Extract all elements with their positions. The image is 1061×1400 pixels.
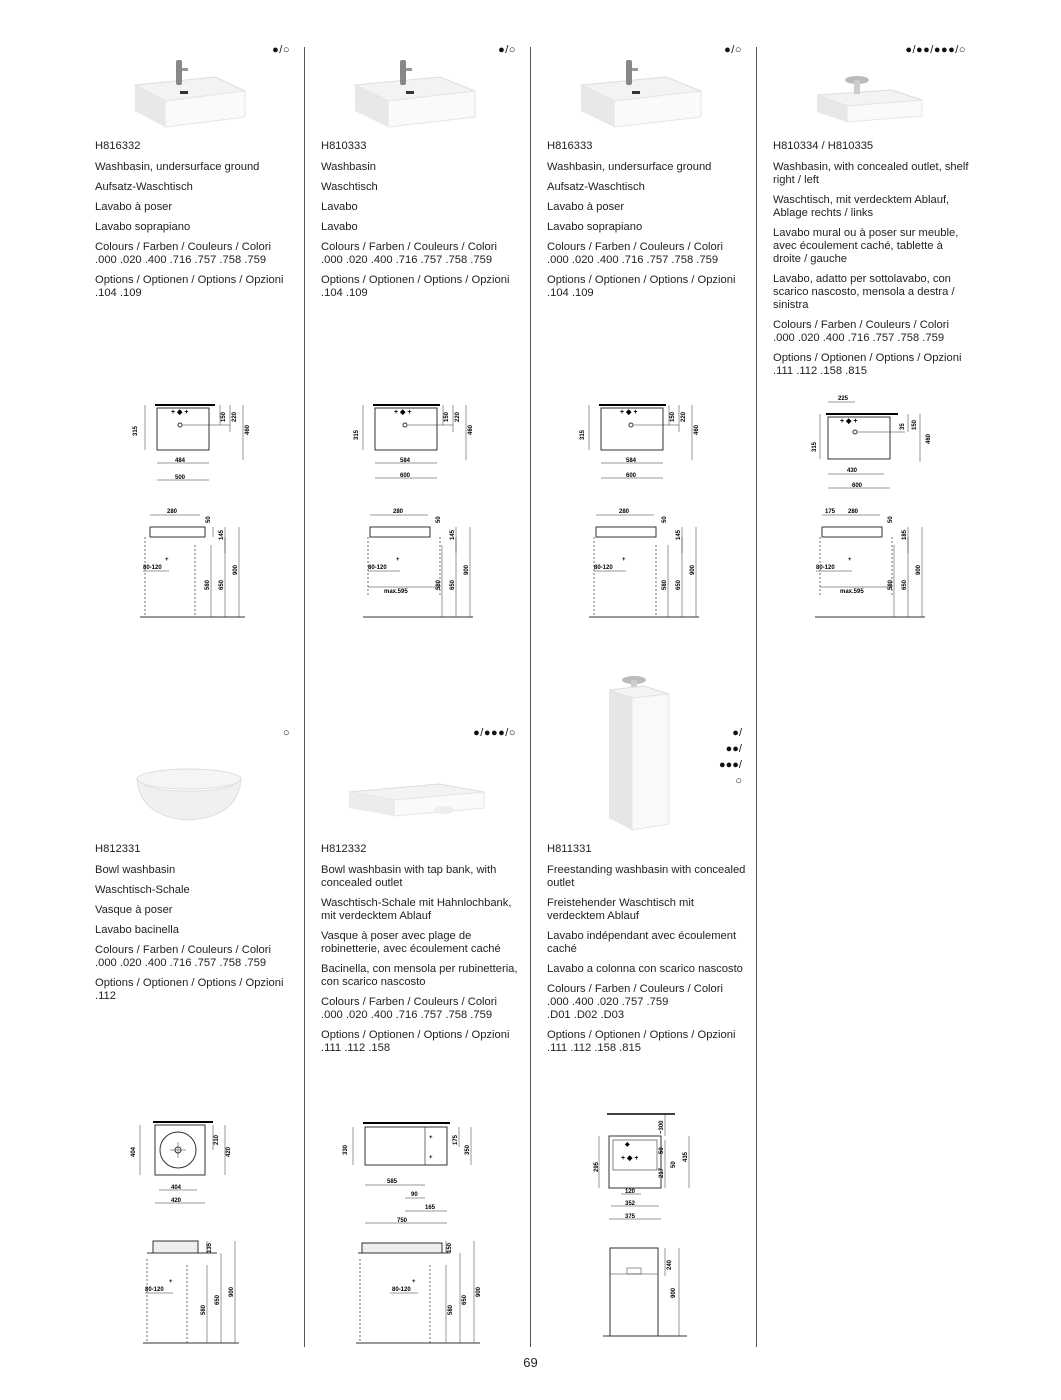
options-values: .104 .109 (95, 287, 142, 299)
description-line: Waschtisch (321, 181, 378, 193)
dim-label: 404 (171, 1185, 182, 1191)
description-line: Lavabo (321, 221, 358, 233)
availability-dots: ●/○ (724, 44, 742, 56)
dim-label: 280 (619, 509, 630, 515)
dim-label: 600 (626, 473, 637, 479)
side-drawing (125, 1235, 245, 1347)
svg-text:+: + (429, 1155, 433, 1161)
description-line: Washbasin (321, 161, 376, 173)
washbasin-image (576, 55, 706, 130)
description-line: Lavabo soprapiano (547, 221, 643, 233)
washbasin-image (130, 55, 250, 130)
dim-label: 580 (662, 579, 668, 590)
dim-label: 500 (175, 475, 186, 481)
description-line: Aufsatz-Waschtisch (547, 181, 645, 193)
product-description (773, 140, 973, 385)
dim-label: 650 (902, 579, 908, 590)
dim-label: 50 (671, 1161, 677, 1168)
plan-drawing (585, 1110, 705, 1225)
side-drawing (595, 1240, 695, 1345)
dim-label: 600 (852, 483, 863, 489)
dim-label: 220 (681, 411, 687, 422)
description-line: Vasque à poser avec plage de robinetterie, avec écoulement caché (321, 930, 501, 955)
availability-dots: ●/○ (272, 44, 290, 56)
dim-label: 280 (848, 509, 859, 515)
plan-drawing (125, 400, 265, 495)
product-code: H816332 (95, 140, 141, 152)
availability-dots: ●/●●/●●●/○ (905, 44, 966, 56)
dim-label: 80-120 (143, 565, 162, 571)
dim-label: 585 (387, 1179, 398, 1185)
dim-label: 435 (683, 1151, 689, 1162)
dim-label: 460 (245, 424, 251, 435)
colours-values: .000 .020 .400 .716 .757 .758 .759 (773, 332, 945, 344)
options-values: .104 .109 (321, 287, 368, 299)
options-label: Options / Optionen / Options / Opzioni (321, 1029, 510, 1041)
dim-label: 900 (671, 1287, 677, 1298)
product-code: H812332 (321, 843, 367, 855)
dim-label: 315 (580, 429, 586, 440)
dim-label: 280 (393, 509, 404, 515)
dim-label: 580 (205, 579, 211, 590)
dim-label: 750 (397, 1218, 408, 1224)
side-drawing (574, 505, 714, 620)
svg-text:+ ◆ +: + ◆ + (621, 1155, 639, 1162)
dim-label: 484 (175, 458, 186, 464)
colours-values: .000 .400 .020 .757 .759 (547, 996, 669, 1008)
svg-text:+: + (429, 1135, 433, 1141)
description-line: Lavabo mural ou à poser sur meuble, avec écoulement caché, tablette à droite / gauche (773, 227, 959, 265)
dim-label: ~300 (659, 1120, 665, 1134)
dim-label: 240 (667, 1259, 673, 1270)
dim-label: 50 (659, 1147, 665, 1154)
svg-text:+ ◆ +: + ◆ + (620, 409, 638, 416)
dim-label: 80-120 (594, 565, 613, 571)
svg-text:+: + (165, 557, 169, 563)
description-line: Lavabo à poser (547, 201, 625, 213)
colours-label: Colours / Farben / Couleurs / Colori (95, 241, 271, 253)
colours-values: .000 .020 .400 .716 .757 .758 .759 (547, 254, 719, 266)
dim-label: 315 (354, 429, 360, 440)
dim-label: 600 (400, 473, 411, 479)
colours-label: Colours / Farben / Couleurs / Colori (95, 944, 271, 956)
availability-dots: ●/●●●/○ (473, 727, 516, 739)
washbasin-image (812, 70, 927, 125)
description-line: Washbasin, with concealed outlet, shelf right / left (773, 161, 969, 186)
dim-label: 150 (221, 411, 227, 422)
dim-label: 580 (436, 579, 442, 590)
options-values: .111 .112 .158 .815 (773, 365, 867, 377)
options-label: Options / Optionen / Options / Opzioni (773, 352, 962, 364)
dim-label: 584 (626, 458, 637, 464)
product-code: H811331 (547, 843, 592, 855)
column-divider (304, 47, 305, 1347)
dim-label: 150 (670, 411, 676, 422)
dim-label: 35 (900, 423, 906, 430)
dim-label: 50 (662, 516, 668, 523)
svg-text:+ ◆ +: + ◆ + (171, 409, 189, 416)
dim-label: 900 (229, 1286, 235, 1297)
dim-label: 175 (825, 509, 836, 515)
svg-text:+ ◆ +: + ◆ + (394, 409, 412, 416)
dim-label: 165 (425, 1205, 436, 1211)
options-label: Options / Optionen / Options / Opzioni (95, 977, 284, 989)
svg-text:+: + (412, 1279, 416, 1285)
dim-label: 650 (215, 1294, 221, 1305)
description-line: Freestanding washbasin with concealed outlet (547, 864, 746, 889)
colours-label: Colours / Farben / Couleurs / Colori (773, 319, 949, 331)
svg-text:◆: ◆ (625, 1142, 630, 1148)
plan-drawing (125, 1115, 245, 1210)
dim-label: 50 (436, 516, 442, 523)
dim-label: 460 (468, 424, 474, 435)
description-line: Bowl washbasin (95, 864, 176, 876)
colours-label: Colours / Farben / Couleurs / Colori (321, 241, 497, 253)
dim-label: 145 (219, 529, 225, 540)
dim-label: 650 (219, 579, 225, 590)
svg-text:+: + (848, 557, 852, 563)
dim-label: 900 (476, 1286, 482, 1297)
dim-label: 120 (625, 1189, 636, 1195)
description-line: Waschtisch, mit verdecktem Ablauf, Ablage rechts / links (773, 194, 950, 219)
dim-label: 280 (167, 509, 178, 515)
product-description (547, 140, 747, 307)
dim-label: 650 (676, 579, 682, 590)
availability-dots: ○ (282, 727, 290, 739)
plan-drawing (574, 400, 714, 495)
column-divider (756, 47, 757, 1347)
description-line: Lavabo, adatto per sottolavabo, con scarico nascosto, mensola a destra / sinistra (773, 273, 955, 311)
description-line: Vasque à poser (95, 904, 173, 916)
options-label: Options / Optionen / Options / Opzioni (321, 274, 510, 286)
description-line: Bacinella, con mensola per rubinetteria, con scarico nascosto (321, 963, 518, 988)
svg-text:+ ◆ +: + ◆ + (840, 418, 858, 425)
dim-label: 460 (694, 424, 700, 435)
dim-label: 315 (812, 441, 818, 452)
svg-text:+: + (169, 1279, 173, 1285)
bowl-washbasin-image (132, 765, 247, 825)
dim-label: 150 (447, 1242, 453, 1253)
availability-dots: ●/ ●●/ ●●●/ ○ (719, 727, 742, 787)
dim-label: 650 (462, 1294, 468, 1305)
dim-label: 50 (888, 516, 894, 523)
description-line: Bowl washbasin with tap bank, with concealed outlet (321, 864, 497, 889)
options-values: .112 (95, 990, 116, 1002)
product-code: H812331 (95, 843, 141, 855)
plan-drawing (348, 400, 488, 495)
washbasin-image (344, 780, 489, 820)
dim-label: 580 (888, 579, 894, 590)
colours-label: Colours / Farben / Couleurs / Colori (547, 241, 723, 253)
colours-values: .000 .020 .400 .716 .757 .758 .759 (95, 254, 267, 266)
side-drawing (350, 1235, 490, 1347)
dim-label: 150 (912, 419, 918, 430)
dim-label: 375 (625, 1214, 636, 1220)
dim-label: 420 (226, 1146, 232, 1157)
freestanding-washbasin-image (604, 668, 674, 833)
product-description (547, 843, 747, 1062)
dim-label: 80-120 (368, 565, 387, 571)
dim-label: 295 (594, 1161, 600, 1172)
product-description (95, 843, 295, 1010)
options-label: Options / Optionen / Options / Opzioni (95, 274, 284, 286)
dim-label: 175 (453, 1134, 459, 1145)
side-drawing (348, 505, 488, 620)
colours-label: Colours / Farben / Couleurs / Colori (321, 996, 497, 1008)
dim-label: 900 (464, 564, 470, 575)
description-line: Lavabo indépendant avec écoulement caché (547, 930, 737, 955)
product-code: H810334 / H810335 (773, 140, 874, 152)
dim-label: 150 (444, 411, 450, 422)
product-code: H810333 (321, 140, 367, 152)
product-code: H816333 (547, 140, 593, 152)
product-description (321, 843, 521, 1062)
dim-label: max.595 (384, 589, 408, 595)
description-line: Lavabo à poser (95, 201, 173, 213)
description-line: Washbasin, undersurface ground (95, 161, 260, 173)
description-line: Freistehender Waschtisch mit verdecktem Ablauf (547, 897, 694, 922)
dim-label: 900 (690, 564, 696, 575)
options-label: Options / Optionen / Options / Opzioni (547, 274, 736, 286)
description-line: Lavabo bacinella (95, 924, 179, 936)
dim-label: 580 (448, 1304, 454, 1315)
options-values: .104 .109 (547, 287, 594, 299)
dim-label: 145 (450, 529, 456, 540)
page-number: 69 (523, 1355, 538, 1370)
description-line: Lavabo (321, 201, 358, 213)
dim-label: 330 (343, 1144, 349, 1155)
plan-drawing (335, 1117, 485, 1227)
dim-label: 220 (455, 411, 461, 422)
svg-text:+: + (396, 557, 400, 563)
dim-label: 352 (625, 1201, 636, 1207)
dim-label: 80-120 (145, 1287, 164, 1293)
dim-label: max.595 (840, 589, 864, 595)
colours-values: .000 .020 .400 .716 .757 .758 .759 (321, 1009, 493, 1021)
description-line: Waschtisch-Schale (95, 884, 190, 896)
colours-values: .000 .020 .400 .716 .757 .758 .759 (321, 254, 493, 266)
side-drawing (125, 505, 265, 620)
product-description (95, 140, 295, 307)
dim-label: 135 (207, 1242, 213, 1253)
side-drawing (800, 505, 940, 620)
dim-label: 350 (465, 1144, 471, 1155)
dim-label: 460 (926, 433, 932, 444)
dim-label: 145 (676, 529, 682, 540)
dim-label: 80-120 (816, 565, 835, 571)
availability-dots: ●/○ (498, 44, 516, 56)
colours-values-2: .D01 .D02 .D03 (547, 1009, 625, 1021)
svg-text:+: + (622, 557, 626, 563)
product-description (321, 140, 521, 307)
dim-label: 90 (411, 1192, 418, 1198)
colours-label: Colours / Farben / Couleurs / Colori (547, 983, 723, 995)
dim-label: 80-120 (392, 1287, 411, 1293)
column-divider (530, 47, 531, 1347)
dim-label: 430 (847, 468, 858, 474)
dim-label: 900 (233, 564, 239, 575)
dim-label: 220 (232, 411, 238, 422)
dim-label: 580 (201, 1304, 207, 1315)
dim-label: 225 (838, 396, 849, 402)
dim-label: 210 (214, 1134, 220, 1145)
description-line: Lavabo a colonna con scarico nascosto (547, 963, 743, 975)
dim-label: 584 (400, 458, 411, 464)
dim-label: 404 (131, 1146, 137, 1157)
dim-label: 315 (133, 425, 139, 436)
description-line: Waschtisch-Schale mit Hahnlochbank, mit verdecktem Ablauf (321, 897, 512, 922)
dim-label: 900 (916, 564, 922, 575)
dim-label: 50 (206, 516, 212, 523)
options-label: Options / Optionen / Options / Opzioni (547, 1029, 736, 1041)
dim-label: 420 (171, 1198, 182, 1204)
plan-drawing (800, 392, 940, 494)
description-line: Lavabo soprapiano (95, 221, 191, 233)
washbasin-image (350, 55, 480, 130)
description-line: Aufsatz-Waschtisch (95, 181, 193, 193)
options-values: .111 .112 .158 (321, 1042, 391, 1054)
dim-label: 185 (902, 529, 908, 540)
colours-values: .000 .020 .400 .716 .757 .758 .759 (95, 957, 267, 969)
dim-label: 650 (450, 579, 456, 590)
dim-label: 217 (659, 1167, 665, 1178)
description-line: Washbasin, undersurface ground (547, 161, 712, 173)
options-values: .111 .112 .158 .815 (547, 1042, 641, 1054)
